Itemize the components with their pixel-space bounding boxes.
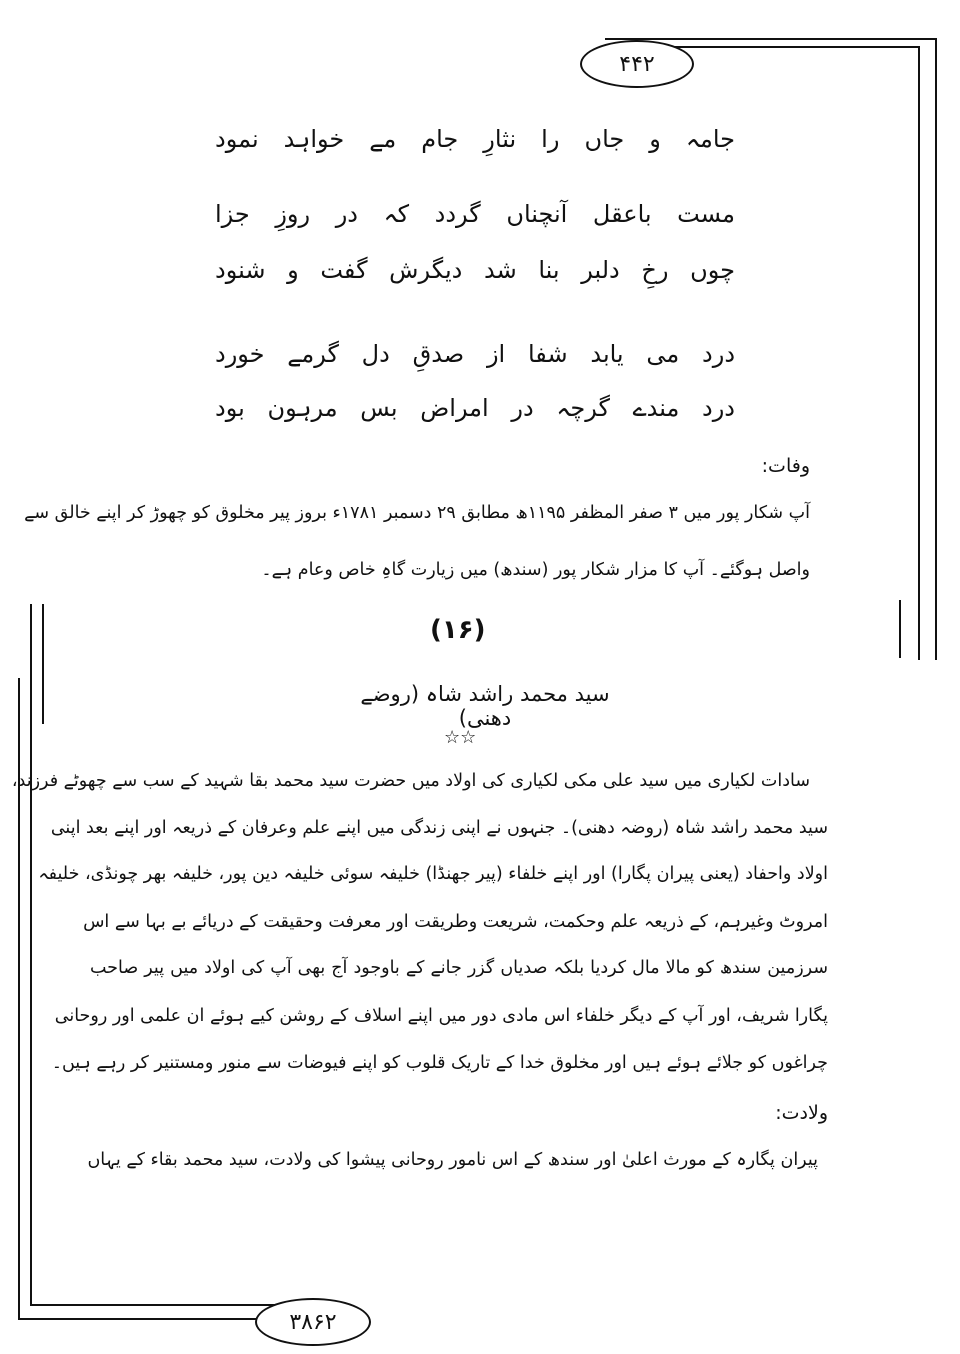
upper-frame-vertical: [899, 600, 901, 658]
section-stars: ☆☆: [444, 727, 477, 748]
verse-line-4: درد می یابد شفا از صدقِ دل گرمے خورد: [215, 340, 735, 368]
wafat-heading: وفات:: [761, 455, 810, 477]
verse-line-2: مست باعقل آنچناں گردد کہ در روزِ جزا: [215, 200, 735, 228]
wafat-line-2: واصل ہوگئے۔ آپ کا مزار شکار پور (سندھ) میں زیارت گاہِ خاص وعام ہے۔: [261, 560, 810, 580]
top-page-number: ۴۴۲: [580, 40, 694, 88]
intro-line-7: چراغوں کو جلائے ہوئے ہیں اور مخلوق خدا کے تاریک قلوب کو اپنے فیوضات سے منور ومستنیر کر رہے ہیں۔: [51, 1053, 828, 1073]
intro-line-5: سرزمین سندھ کو مالا مال کردیا بلکہ صدیاں گزر جانے کے باوجود آج بھی آپ کی اولاد میں پیر صاحب: [90, 958, 828, 978]
verse-line-3: چوں رخِ دلبر بنا شد دیگرش گفت و شنود: [215, 256, 735, 284]
intro-line-2: سید محمد راشد شاہ (روضہ دھنی)۔ جنہوں نے اپنی زندگی میں اپنے علم وعرفان کے ذریعہ اور اپنے بعد اپنی: [50, 818, 828, 838]
wiladat-line: پیران پگارہ کے مورث اعلیٰ اور سندھ کے اس نامور روحانی پیشوا کی ولادت، سید محمد بقاء کے یہاں: [87, 1150, 818, 1170]
verse-line-1: جامہ و جاں را نثارِ جام مے خواہد نمود: [215, 125, 735, 153]
intro-line-3: اولاد واحفاد (یعنی پیران پگارا) اور اپنے خلفاء (پیر جھنڈا) خلیفہ سوئی خلیفہ دین پور، خلیفہ بھر چونڈی، خلیفہ: [38, 864, 828, 884]
intro-line-6: پگارا شریف، اور آپ کے دیگر خلفاء اس مادی دور میں اپنے اسلاف کے روشن کیے ہوئے ان علمی اور روحانی: [54, 1006, 828, 1026]
verse-line-5: درد مندے گرچہ در امراض بس مرہون بود: [215, 394, 735, 422]
intro-line-4: امروٹ وغیرہم، کے ذریعہ علم وحکمت، شریعت وطریقت اور معرفت وحقیقت کے دریائے بے بہا سے اس: [83, 912, 828, 932]
intro-line-1: سادات لکیاری میں سید علی مکی لکیاری کی اولاد میں حضرت سید محمد بقا شہید کے سب سے چھوٹے فرزند،: [11, 771, 810, 791]
section-title: سید محمد راشد شاہ (روضے دھنی): [360, 682, 610, 730]
wiladat-heading: ولادت:: [775, 1102, 828, 1124]
section-number: (۱۶): [430, 615, 486, 645]
wafat-line-1: آپ شکار پور میں ۳ صفر المظفر ۱۱۹۵ھ مطابق ۲۹ دسمبر ۱۷۸۱ء بروز پیر مخلوق کو چھوڑ کر اپنے خالق سے: [24, 503, 810, 523]
lower-frame-vertical: [42, 604, 44, 724]
bottom-page-number: ۳۸۶۲: [255, 1298, 371, 1346]
lower-frame-inner: [30, 604, 337, 1306]
